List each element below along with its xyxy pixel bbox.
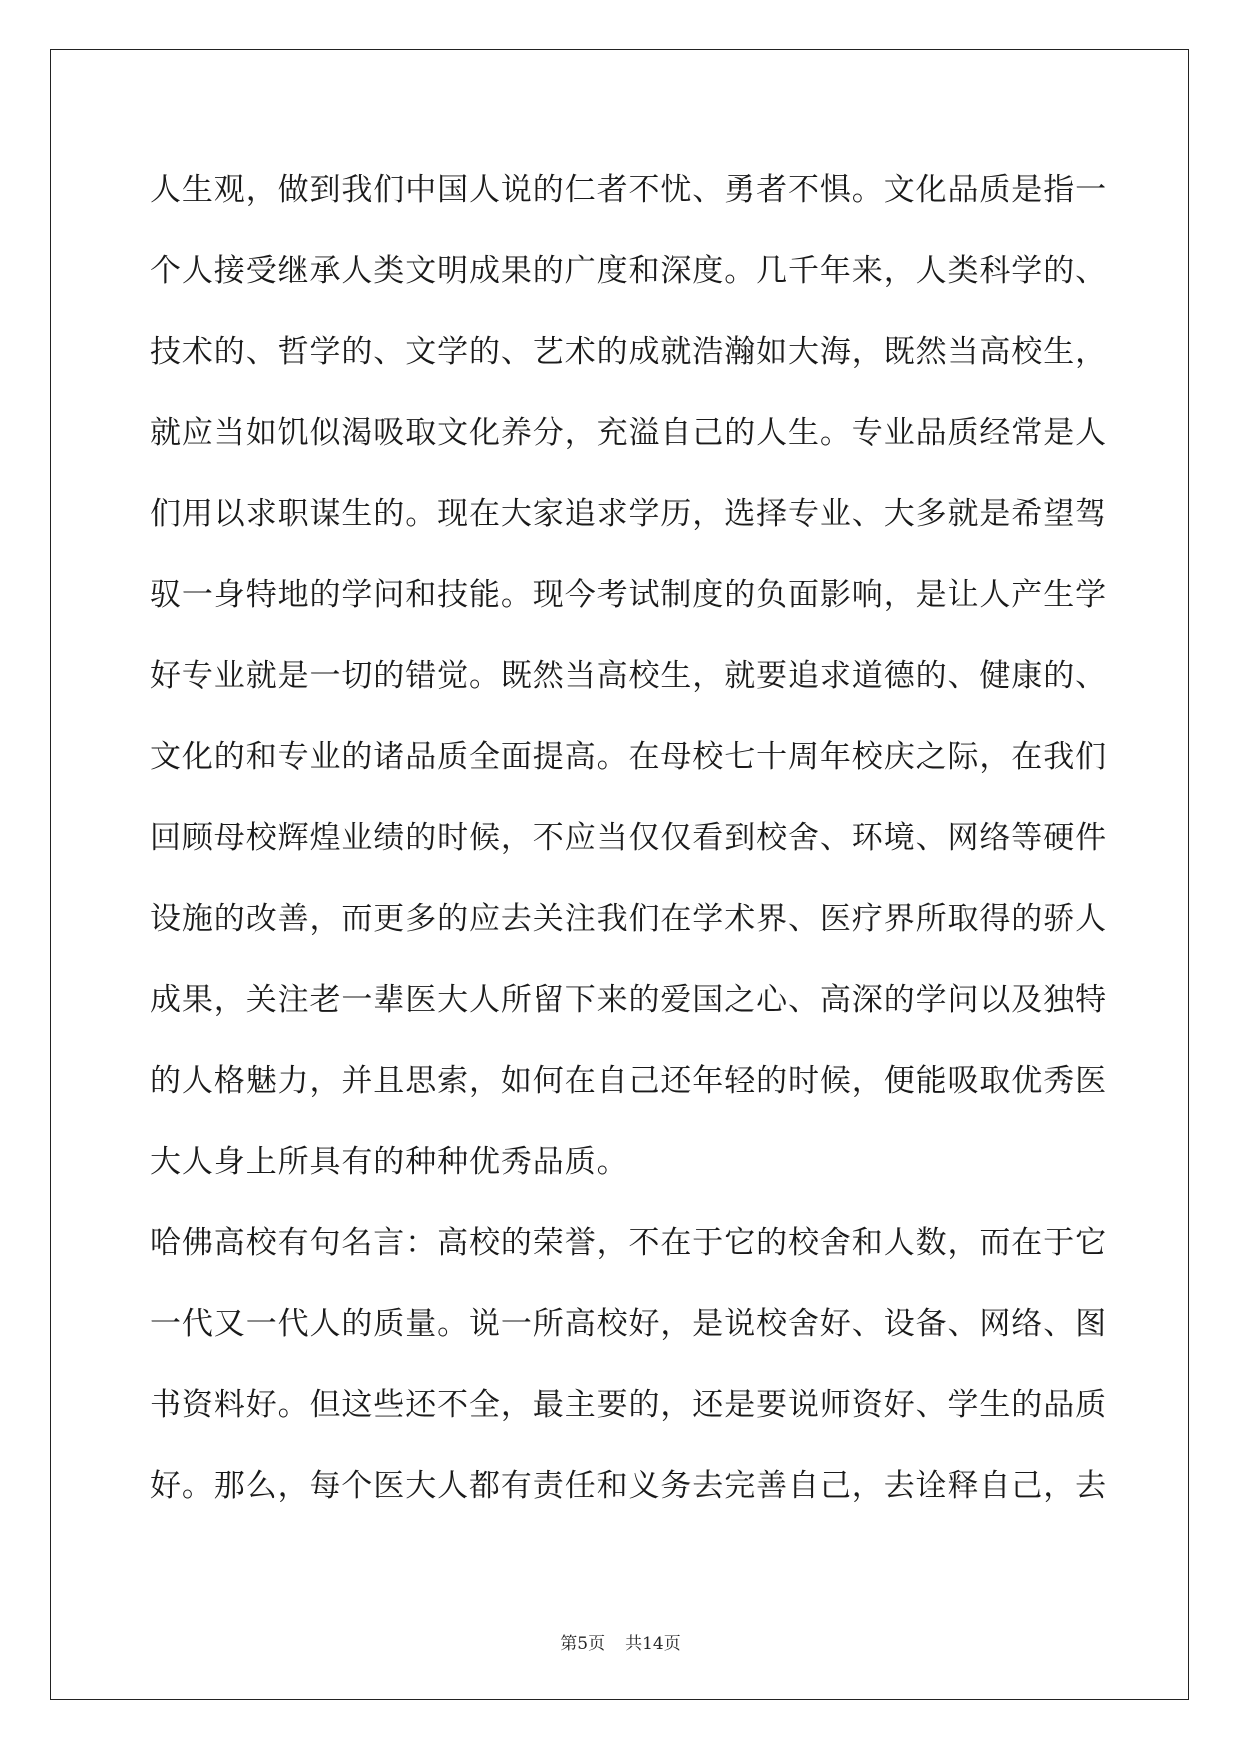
text-line: 回顾母校辉煌业绩的时候，不应当仅仅看到校舍、环境、网络等硬件 — [150, 820, 1107, 856]
text-line: 个人接受继承人类文明成果的广度和深度。几千年来，人类科学的、 — [150, 253, 1107, 289]
text-line: 文化的和专业的诸品质全面提高。在母校七十周年校庆之际，在我们 — [150, 739, 1107, 775]
text-line: 好专业就是一切的错觉。既然当高校生，就要追求道德的、健康的、 — [150, 658, 1107, 694]
text-line: 成果，关注老一辈医大人所留下来的爱国之心、高深的学问以及独特 — [150, 982, 1107, 1018]
text-line: 们用以求职谋生的。现在大家追求学历，选择专业、大多就是希望驾 — [150, 496, 1107, 532]
page-footer — [0, 1629, 1241, 1654]
page-number: 第5页 — [560, 1634, 606, 1654]
text-line: 就应当如饥似渴吸取文化养分，充溢自己的人生。专业品质经常是人 — [150, 415, 1107, 451]
text-line: 人生观，做到我们中国人说的仁者不忧、勇者不惧。文化品质是指一 — [150, 172, 1107, 208]
text-line: 好。那么，每个医大人都有责任和义务去完善自己，去诠释自己，去 — [150, 1468, 1107, 1504]
text-line: 设施的改善，而更多的应去关注我们在学术界、医疗界所取得的骄人 — [150, 901, 1107, 937]
text-line: 的人格魅力，并且思索，如何在自己还年轻的时候，便能吸取优秀医 — [150, 1063, 1107, 1099]
text-line: 书资料好。但这些还不全，最主要的，还是要说师资好、学生的品质 — [150, 1387, 1107, 1423]
document-body — [150, 150, 1107, 1527]
text-line: 大人身上所具有的种种优秀品质。 — [150, 1144, 629, 1180]
text-line: 驭一身特地的学问和技能。现今考试制度的负面影响，是让人产生学 — [150, 577, 1107, 613]
text-line: 一代又一代人的质量。说一所高校好，是说校舍好、设备、网络、图 — [150, 1306, 1107, 1342]
text-line: 技术的、哲学的、文学的、艺术的成就浩瀚如大海，既然当高校生， — [150, 334, 1107, 370]
page-total: 共14页 — [625, 1634, 681, 1654]
text-line: 哈佛高校有句名言：高校的荣誉，不在于它的校舍和人数，而在于它 — [150, 1225, 1107, 1261]
